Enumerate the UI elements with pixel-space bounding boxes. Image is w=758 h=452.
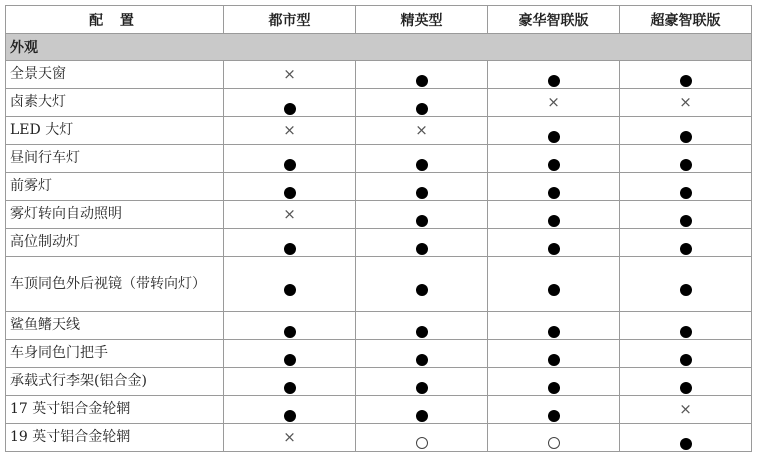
feature-label: 昼间行车灯 (6, 145, 224, 173)
unavailable-cross-icon: × (283, 427, 296, 446)
standard-dot-icon (548, 75, 560, 87)
unavailable-cross-icon: × (415, 120, 428, 139)
standard-dot-icon (680, 354, 692, 366)
feature-label: 前雾灯 (6, 173, 224, 201)
availability-cell (488, 201, 620, 229)
feature-label: 鲨鱼鳍天线 (6, 312, 224, 340)
standard-dot-icon (416, 326, 428, 338)
availability-cell (224, 396, 356, 424)
standard-dot-icon (548, 131, 560, 143)
unavailable-cross-icon: × (679, 399, 692, 418)
availability-cell (620, 61, 752, 89)
table-row (6, 257, 752, 312)
standard-dot-icon (284, 410, 296, 422)
availability-cell (620, 257, 752, 312)
availability-cell (356, 340, 488, 368)
optional-circle-icon (416, 437, 428, 449)
availability-cell (224, 424, 356, 452)
availability-cell (356, 229, 488, 257)
availability-cell (620, 89, 752, 117)
header-urban: 都市型 (224, 6, 356, 34)
availability-cell (356, 173, 488, 201)
standard-dot-icon (548, 284, 560, 296)
spec-table (5, 5, 752, 452)
table-row (6, 173, 752, 201)
availability-cell (224, 257, 356, 312)
header-config: 配 置 (6, 6, 224, 34)
standard-dot-icon (416, 243, 428, 255)
availability-cell (488, 89, 620, 117)
standard-dot-icon (548, 159, 560, 171)
unavailable-cross-icon: × (283, 204, 296, 223)
table-body (6, 34, 752, 452)
feature-label: 卤素大灯 (6, 89, 224, 117)
header-premium: 超豪智联版 (620, 6, 752, 34)
availability-cell (224, 229, 356, 257)
table-row (6, 396, 752, 424)
availability-cell (224, 201, 356, 229)
standard-dot-icon (284, 284, 296, 296)
header-elite: 精英型 (356, 6, 488, 34)
standard-dot-icon (548, 243, 560, 255)
standard-dot-icon (416, 284, 428, 296)
availability-cell (488, 145, 620, 173)
availability-cell (488, 257, 620, 312)
table-row (6, 145, 752, 173)
section-row (6, 34, 752, 61)
availability-cell (224, 173, 356, 201)
standard-dot-icon (680, 75, 692, 87)
standard-dot-icon (416, 354, 428, 366)
table-row (6, 312, 752, 340)
availability-cell (356, 424, 488, 452)
feature-label: 全景天窗 (6, 61, 224, 89)
optional-circle-icon (548, 437, 560, 449)
unavailable-cross-icon: × (283, 120, 296, 139)
standard-dot-icon (680, 131, 692, 143)
feature-label: 19 英寸铝合金轮辋 (6, 424, 224, 452)
header-row (6, 6, 752, 34)
availability-cell (356, 201, 488, 229)
standard-dot-icon (284, 382, 296, 394)
standard-dot-icon (416, 382, 428, 394)
header-luxury: 豪华智联版 (488, 6, 620, 34)
feature-label: 雾灯转向自动照明 (6, 201, 224, 229)
standard-dot-icon (680, 284, 692, 296)
availability-cell (356, 396, 488, 424)
standard-dot-icon (680, 382, 692, 394)
table-row (6, 368, 752, 396)
standard-dot-icon (416, 187, 428, 199)
standard-dot-icon (548, 187, 560, 199)
availability-cell (356, 257, 488, 312)
feature-label: 高位制动灯 (6, 229, 224, 257)
availability-cell (488, 368, 620, 396)
availability-cell (488, 424, 620, 452)
unavailable-cross-icon: × (547, 92, 560, 111)
standard-dot-icon (680, 243, 692, 255)
standard-dot-icon (680, 326, 692, 338)
availability-cell (620, 340, 752, 368)
availability-cell (224, 145, 356, 173)
standard-dot-icon (284, 103, 296, 115)
standard-dot-icon (548, 382, 560, 394)
standard-dot-icon (548, 354, 560, 366)
feature-label: 车身同色门把手 (6, 340, 224, 368)
table-row (6, 201, 752, 229)
availability-cell (620, 201, 752, 229)
availability-cell (224, 61, 356, 89)
standard-dot-icon (284, 243, 296, 255)
standard-dot-icon (680, 159, 692, 171)
standard-dot-icon (548, 215, 560, 227)
availability-cell (488, 61, 620, 89)
standard-dot-icon (416, 215, 428, 227)
standard-dot-icon (416, 410, 428, 422)
standard-dot-icon (680, 187, 692, 199)
availability-cell (488, 396, 620, 424)
availability-cell (356, 61, 488, 89)
availability-cell (356, 89, 488, 117)
availability-cell (620, 173, 752, 201)
availability-cell (224, 89, 356, 117)
availability-cell (488, 117, 620, 145)
availability-cell (224, 368, 356, 396)
table-row (6, 340, 752, 368)
availability-cell (488, 340, 620, 368)
standard-dot-icon (680, 438, 692, 450)
standard-dot-icon (284, 326, 296, 338)
feature-label: 17 英寸铝合金轮辋 (6, 396, 224, 424)
availability-cell (356, 312, 488, 340)
availability-cell (356, 368, 488, 396)
availability-cell (620, 229, 752, 257)
standard-dot-icon (416, 75, 428, 87)
availability-cell (488, 312, 620, 340)
feature-label: 车顶同色外后视镜（带转向灯） (6, 257, 224, 312)
feature-label: LED 大灯 (6, 117, 224, 145)
availability-cell (224, 117, 356, 145)
standard-dot-icon (680, 215, 692, 227)
availability-cell (620, 145, 752, 173)
availability-cell (488, 229, 620, 257)
standard-dot-icon (284, 187, 296, 199)
standard-dot-icon (548, 326, 560, 338)
table-row (6, 424, 752, 452)
table-row (6, 117, 752, 145)
availability-cell (488, 173, 620, 201)
standard-dot-icon (416, 159, 428, 171)
feature-label: 承载式行李架(铝合金) (6, 368, 224, 396)
availability-cell (224, 340, 356, 368)
table-row (6, 89, 752, 117)
availability-cell (620, 368, 752, 396)
standard-dot-icon (284, 354, 296, 366)
availability-cell (620, 424, 752, 452)
availability-cell (224, 312, 356, 340)
standard-dot-icon (284, 159, 296, 171)
table-row (6, 229, 752, 257)
availability-cell (620, 312, 752, 340)
standard-dot-icon (416, 103, 428, 115)
availability-cell (356, 145, 488, 173)
section-title: 外观 (6, 34, 752, 61)
availability-cell (620, 117, 752, 145)
unavailable-cross-icon: × (283, 64, 296, 83)
availability-cell (620, 396, 752, 424)
availability-cell (356, 117, 488, 145)
table-row (6, 61, 752, 89)
standard-dot-icon (548, 410, 560, 422)
unavailable-cross-icon: × (679, 92, 692, 111)
